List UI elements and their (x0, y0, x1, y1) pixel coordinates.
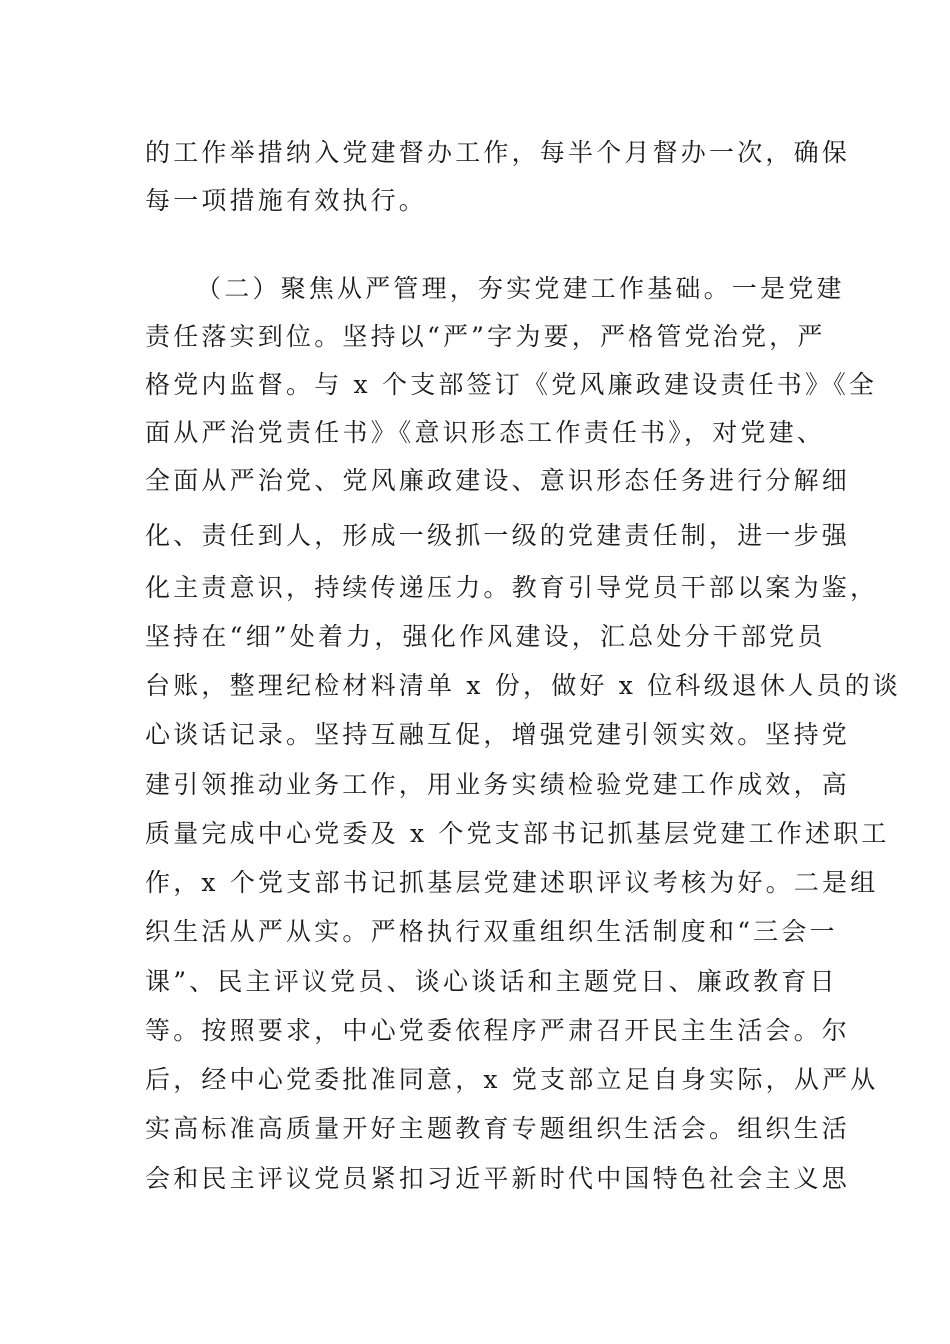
text-line: 坚持在“细”处着力，强化作风建设，汇总处分干部党员 (145, 622, 826, 651)
text-line: 的工作举措纳入党建督办工作，每半个月督办一次，确保 (145, 138, 851, 167)
text-line: 心谈话记录。坚持互融互促，增强党建引领实效。坚持党 (145, 720, 851, 749)
text-line: 后，经中心党委批准同意，x 党支部立足自身实际，从严从 (145, 1065, 879, 1094)
text-line: 作，x 个党支部书记抓基层党建述职评议考核为好。二是组 (145, 868, 879, 897)
text-line: 全面从严治党、党风廉政建设、意识形态任务进行分解细 (145, 466, 851, 495)
text-line: 质量完成中心党委及 x 个党支部书记抓基层党建工作述职工 (145, 819, 890, 848)
text-line: 每一项措施有效执行。 (145, 186, 428, 215)
text-line: 面从严治党责任书》《意识形态工作责任书》，对党建、 (145, 418, 826, 447)
text-line: 台账，整理纪检材料清单 x 份，做好 x 位科级退休人员的谈 (145, 671, 901, 700)
text-line: 化、责任到人，形成一级抓一级的党建责任制，进一步强 (145, 521, 851, 550)
text-line: 责任落实到位。坚持以“严”字为要，严格管党治党，严 (145, 322, 826, 351)
text-line: 等。按照要求，中心党委依程序严肃召开民主生活会。尔 (145, 1016, 851, 1045)
paragraph-heading-line: （二）聚焦从严管理，夯实党建工作基础。一是党建 (196, 274, 845, 303)
text-line: 建引领推动业务工作，用业务实绩检验党建工作成效，高 (145, 770, 851, 799)
text-line: 化主责意识，持续传递压力。教育引导党员干部以案为鉴， (145, 573, 879, 602)
text-line: 织生活从严从实。严格执行双重组织生活制度和“三会一 (145, 917, 838, 946)
text-line: 格党内监督。与 x 个支部签订《党风廉政建设责任书》《全 (145, 370, 878, 399)
text-line: 会和民主评议党员紧扣习近平新时代中国特色社会主义思 (145, 1164, 851, 1193)
text-line: 课”、民主评议党员、谈心谈话和主题党日、廉政教育日 (145, 967, 838, 996)
text-line: 实高标准高质量开好主题教育专题组织生活会。组织生活 (145, 1114, 851, 1143)
